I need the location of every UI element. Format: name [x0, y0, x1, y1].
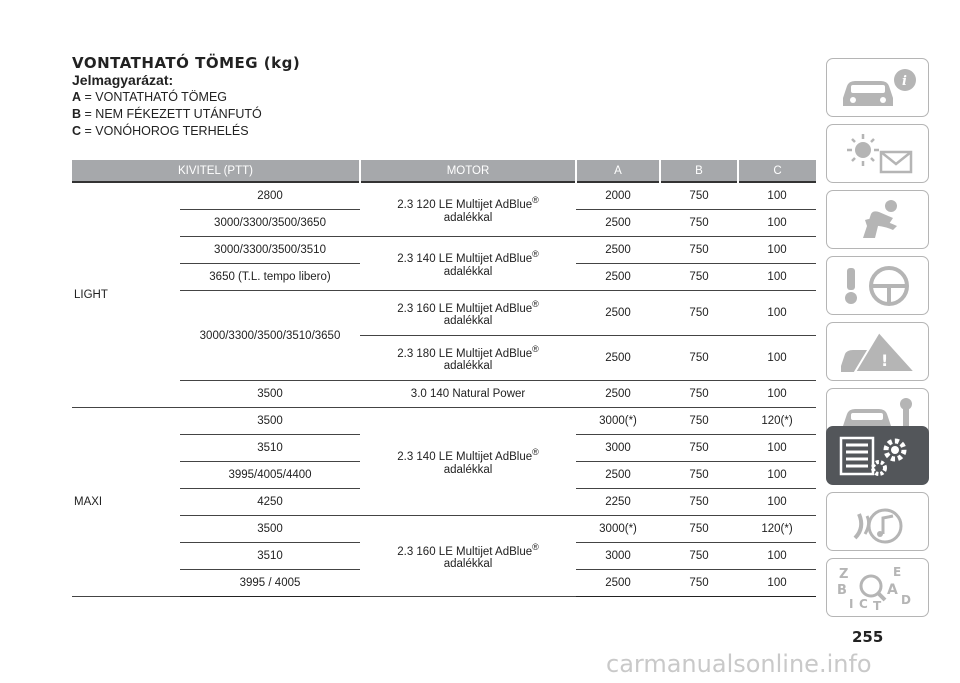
svg-text:T: T: [873, 599, 882, 612]
motor-cell: [360, 516, 576, 597]
table-row: [72, 408, 816, 435]
motor-suffix: adalékkal: [443, 360, 493, 373]
value-b: 750: [660, 462, 738, 489]
dashboard-lights-icon: [835, 130, 921, 178]
tab-steering-key[interactable]: [826, 256, 929, 315]
value-c: 100: [738, 336, 816, 381]
ptt-cell: 2800: [180, 182, 360, 210]
ptt-cell: 3995 / 4005: [180, 570, 360, 597]
tab-technical-data[interactable]: [826, 426, 929, 485]
steering-key-icon: [835, 262, 921, 310]
motor-suffix: adalékkal: [443, 463, 493, 476]
value-c: 100: [738, 570, 816, 597]
value-b: 750: [660, 489, 738, 516]
ptt-cell: 3000/3300/3500/3510: [180, 237, 360, 264]
value-b: 750: [660, 408, 738, 435]
index-icon: [835, 564, 921, 612]
value-b: 750: [660, 516, 738, 543]
value-a: 3000: [576, 543, 660, 570]
motor-suffix: adalékkal: [443, 211, 493, 224]
header-c: C: [738, 160, 816, 182]
motor-name: 2.3 140 LE Multijet AdBlue: [397, 450, 533, 463]
value-a: 2250: [576, 489, 660, 516]
motor-name: 2.3 160 LE Multijet AdBlue: [397, 545, 533, 558]
motor-cell: 3.0 140 Natural Power: [360, 381, 576, 408]
motor-cell: [360, 291, 576, 336]
group-maxi: MAXI: [72, 408, 180, 597]
motor-name: 2.3 160 LE Multijet AdBlue: [397, 302, 533, 315]
tab-seat-airbag[interactable]: [826, 190, 929, 249]
ptt-cell: 3995/4005/4400: [180, 462, 360, 489]
motor-cell: [360, 237, 576, 291]
registered-mark: ®: [532, 195, 539, 206]
motor-cell: [360, 182, 576, 237]
car-emergency-icon: [835, 328, 921, 376]
value-a: 2500: [576, 336, 660, 381]
value-a: 3000: [576, 435, 660, 462]
value-b: 750: [660, 291, 738, 336]
value-b: 750: [660, 570, 738, 597]
value-a: 3000(*): [576, 516, 660, 543]
motor-name: 2.3 140 LE Multijet AdBlue: [397, 252, 533, 265]
value-b: 750: [660, 381, 738, 408]
value-c: 100: [738, 435, 816, 462]
table-row: [72, 237, 816, 264]
value-a: 2500: [576, 570, 660, 597]
legend-item-a: [72, 90, 227, 104]
svg-text:!: !: [881, 351, 889, 370]
legend-item-c: [72, 124, 249, 138]
tab-car-emergency[interactable]: [826, 322, 929, 381]
technical-data-icon: [835, 432, 921, 480]
svg-text:A: A: [887, 582, 898, 598]
value-b: 750: [660, 210, 738, 237]
page-number: 255: [852, 628, 884, 646]
legend-key: C: [72, 124, 82, 138]
watermark: carmanualsonline.info: [606, 650, 872, 678]
ptt-cell: 3000/3300/3500/3650: [180, 210, 360, 237]
value-a: 2000: [576, 182, 660, 210]
motor-suffix: adalékkal: [443, 558, 493, 571]
table-row: [72, 182, 816, 210]
table-header: [72, 160, 816, 182]
seat-airbag-icon: [835, 196, 921, 244]
registered-mark: ®: [532, 298, 539, 309]
value-c: 100: [738, 237, 816, 264]
table-row: [72, 516, 816, 543]
ptt-cell: 3000/3300/3500/3510/3650: [180, 291, 360, 381]
group-light: LIGHT: [72, 182, 180, 408]
ptt-cell: 3500: [180, 381, 360, 408]
ptt-cell: 3510: [180, 543, 360, 570]
ptt-cell: 3510: [180, 435, 360, 462]
legend-key: A: [72, 90, 82, 104]
legend-text: = VONTATHATÓ TÖMEG: [84, 90, 228, 104]
value-a: 2500: [576, 381, 660, 408]
legend-key: B: [72, 107, 82, 121]
value-c: 100: [738, 210, 816, 237]
header-motor: MOTOR: [360, 160, 576, 182]
ptt-cell: 3500: [180, 408, 360, 435]
svg-text:Z: Z: [839, 567, 849, 582]
value-c: 100: [738, 381, 816, 408]
value-c: 120(*): [738, 408, 816, 435]
value-b: 750: [660, 336, 738, 381]
header-kivitel: KIVITEL (PTT): [72, 160, 360, 182]
motor-cell: [360, 408, 576, 516]
table-row: [72, 381, 816, 408]
tab-index[interactable]: [826, 558, 929, 617]
value-b: 750: [660, 543, 738, 570]
legend-text: = NEM FÉKEZETT UTÁNFUTÓ: [84, 107, 262, 121]
svg-text:C: C: [859, 597, 868, 611]
value-b: 750: [660, 237, 738, 264]
motor-name: 2.3 120 LE Multijet AdBlue: [397, 198, 533, 211]
value-c: 100: [738, 291, 816, 336]
value-b: 750: [660, 435, 738, 462]
value-c: 120(*): [738, 516, 816, 543]
ptt-cell: 3500: [180, 516, 360, 543]
tab-car-info[interactable]: [826, 58, 929, 117]
header-b: B: [660, 160, 738, 182]
value-b: 750: [660, 264, 738, 291]
ptt-cell: 3650 (T.L. tempo libero): [180, 264, 360, 291]
svg-text:B: B: [837, 583, 847, 598]
value-c: 100: [738, 489, 816, 516]
legend-item-b: [72, 107, 262, 121]
svg-text:i: i: [902, 74, 907, 89]
car-info-icon: [835, 64, 921, 112]
motor-suffix: adalékkal: [443, 315, 493, 328]
value-a: 2500: [576, 210, 660, 237]
svg-text:D: D: [901, 593, 911, 607]
registered-mark: ®: [532, 541, 539, 552]
svg-text:E: E: [893, 565, 902, 579]
table-row: [72, 291, 816, 336]
motor-cell: [360, 336, 576, 381]
header-a: A: [576, 160, 660, 182]
value-a: 2500: [576, 264, 660, 291]
value-a: 2500: [576, 291, 660, 336]
value-a: 2500: [576, 462, 660, 489]
motor-name: 2.3 180 LE Multijet AdBlue: [397, 347, 533, 360]
registered-mark: ®: [532, 249, 539, 260]
registered-mark: ®: [532, 447, 539, 458]
svg-text:I: I: [849, 597, 854, 611]
motor-suffix: adalékkal: [443, 265, 493, 278]
value-b: 750: [660, 182, 738, 210]
value-c: 100: [738, 543, 816, 570]
value-c: 100: [738, 462, 816, 489]
multimedia-icon: [835, 498, 921, 546]
legend-text: = VONÓHOROG TERHELÉS: [84, 124, 249, 138]
registered-mark: ®: [532, 343, 539, 354]
value-c: 100: [738, 182, 816, 210]
value-a: 3000(*): [576, 408, 660, 435]
value-c: 100: [738, 264, 816, 291]
value-a: 2500: [576, 237, 660, 264]
towing-table: [72, 160, 816, 597]
tab-multimedia[interactable]: [826, 492, 929, 551]
page-title: VONTATHATÓ TÖMEG (kg): [72, 54, 301, 72]
ptt-cell: 4250: [180, 489, 360, 516]
tab-dashboard-lights[interactable]: [826, 124, 929, 183]
legend-title: Jelmagyarázat:: [72, 72, 174, 88]
